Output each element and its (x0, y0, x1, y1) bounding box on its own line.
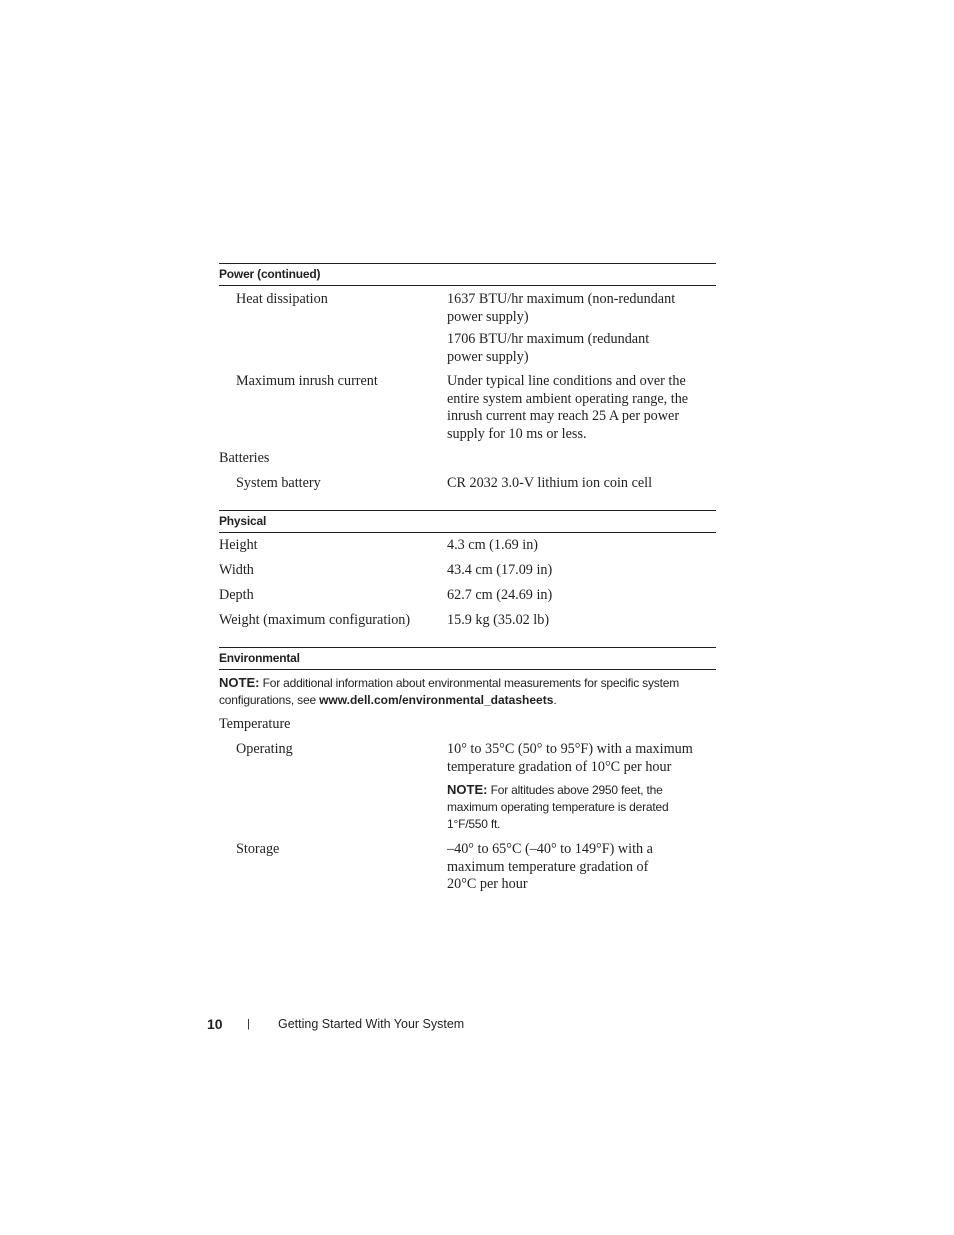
footer-title: Getting Started With Your System (278, 1017, 465, 1031)
depth-value: 62.7 cm (24.69 in) (447, 587, 553, 603)
operating-note (447, 781, 672, 833)
system-battery-label: System battery (236, 475, 321, 491)
operating-value: 10° to 35°C (50° to 95°F) with a maximum temperature gradation of 10°C per hour (447, 741, 693, 775)
temperature-label: Temperature (219, 716, 291, 732)
note-prefix: NOTE: (219, 675, 260, 690)
storage-value: –40° to 65°C (–40° to 149°F) with a maximum temperature gradation of 20°C per hour (447, 841, 653, 892)
width-value: 43.4 cm (17.09 in) (447, 562, 553, 578)
weight-label: Weight (maximum configuration) (219, 612, 411, 628)
inrush-current-label: Maximum inrush current (236, 373, 378, 389)
note-text: For additional information about environmental measurements for specific system configurations, see (219, 676, 679, 707)
section-header-physical: Physical (219, 510, 716, 533)
weight-value: 15.9 kg (35.02 lb) (447, 612, 550, 628)
operating-note-prefix: NOTE: (447, 782, 488, 797)
heat-dissipation-value-1: 1637 BTU/hr maximum (non-redundant power supply) (447, 291, 676, 325)
note-end: . (553, 693, 557, 707)
environmental-datasheets-link[interactable]: www.dell.com/environmental_datasheets (319, 693, 554, 707)
environmental-note (219, 674, 689, 709)
batteries-label: Batteries (219, 450, 270, 466)
height-label: Height (219, 537, 258, 553)
footer-separator: | (247, 1018, 250, 1030)
storage-label: Storage (236, 841, 280, 857)
width-label: Width (219, 562, 254, 578)
system-battery-value: CR 2032 3.0-V lithium ion coin cell (447, 475, 653, 491)
depth-label: Depth (219, 587, 254, 603)
section-header-environmental: Environmental (219, 647, 716, 670)
inrush-current-value: Under typical line conditions and over the entire system ambient operating range, the inrush current may reach 25 A per power supply for 10 ms or less. (447, 373, 689, 442)
heat-dissipation-label: Heat dissipation (236, 291, 328, 307)
height-value: 4.3 cm (1.69 in) (447, 537, 539, 553)
heat-dissipation-value-2: 1706 BTU/hr maximum (redundant power supply) (447, 331, 650, 365)
operating-label: Operating (236, 741, 293, 757)
operating-note-text: For altitudes above 2950 feet, the maximum operating temperature is derated 1°F/550 ft. (447, 783, 669, 831)
section-header-power: Power (continued) (219, 263, 716, 286)
page-number: 10 (207, 1016, 223, 1032)
